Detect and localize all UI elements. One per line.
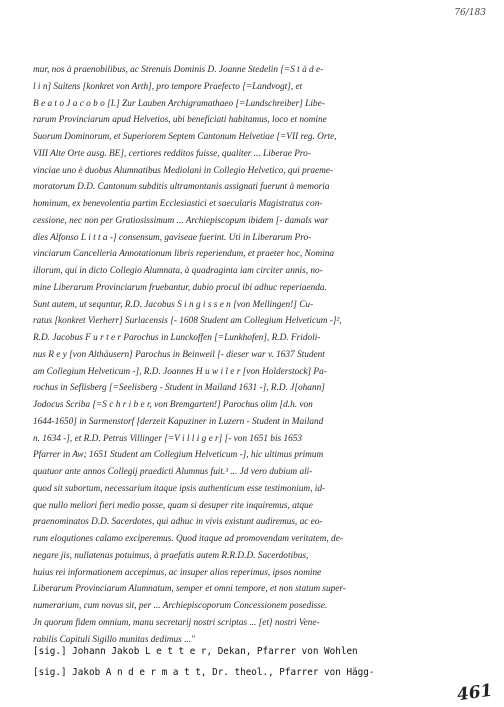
- text-line: VIII Alte Orte ausg. BE], certiores redditos fuisse, qualiter ... Liberae Pro-: [33, 148, 311, 159]
- text-line: quatuor ante annos Collegij praedicti Alumnus fuit.³ ... Jd vero dubium ali-: [33, 467, 313, 477]
- text-line: moratorum D.D. Cantonum subditis ultramontanis assignati fuerunt à memoria: [33, 182, 330, 193]
- signature-block: [33, 641, 493, 683]
- text-line: rum eloqutiones calamo exciperemus. Quod itaque ad promovendam veritatem, de-: [33, 534, 343, 544]
- text-line: numerarium, cum novus sit, per ... Archiepiscoporum Concessionem posedisse.: [33, 601, 328, 611]
- text-line: n. 1634 -], et R.D. Petrus Villinger [=V i l l i g e r] [- von 1651 bis 1653: [33, 433, 303, 444]
- text-line: huius rei informationem accepimus, ac insuper alios reperimus, ipsos nomine: [33, 567, 322, 578]
- signature-andermatt: [sig.] Jakob A n d e r m a t t, Dr. theol., Pfarrer von Hägg-: [33, 667, 375, 678]
- text-line: mur, nos à praenobilibus, ac Strenuis Dominis D. Joanne Stedelin [=S t ä d e-: [33, 65, 324, 75]
- text-line: rabilis Capituli Sigillo munitas dedimus ...": [33, 634, 195, 645]
- text-line: hominum, ex benevolentia partim Ecclesiastici et saecularis Magistratus con-: [33, 199, 323, 209]
- text-line: Sunt autem, ut sequntur, R.D. Jacobus S i n g i s s e n [von Mellingen!] Cu-: [33, 299, 314, 310]
- text-line: illorum, qui in dicto Collegio Alumnata, à quadraginta iam circiter annis, no-: [33, 266, 323, 276]
- text-line: negare jis, nullatenus potuimus, à praefatis autem R.R.D.D. Sacerdotibus,: [33, 550, 309, 561]
- text-line: am Collegium Helveticum -], R.D. Joannes H u w i l e r [von Holderstock] Pa-: [33, 366, 327, 377]
- text-line: Suorum Dominorum, et Superiorem Septem Cantonum Helvetiae [=VII reg. Orte,: [33, 132, 337, 142]
- text-line: nus R e y [von Althäusern] Parochus in Beinweil [- dieser war v. 1637 Student: [33, 349, 325, 360]
- document-body: [33, 62, 485, 648]
- text-line: Liberarum Provinciarum Alumnatum, semper et omni tempore, et non statum super-: [33, 584, 346, 595]
- text-line: vinciae uno è duobus Alumnatibus Mediolani in Collegio Helvetico, qui praeme-: [33, 165, 334, 176]
- text-line: R.D. Jacobus F u r t e r Parochus in Lunckoffen [=Lunkhofen], R.D. Fridoli-: [33, 333, 321, 343]
- text-line: B e a t o J a c o b o [I.] Zur Lauben Archigramathaeo [=Landschreiber] Libe-: [33, 98, 325, 109]
- text-line: mine Liberarum Provinciarum fruebantur, dubio procul ibi adhuc reperiaenda.: [33, 282, 327, 293]
- text-line: dies Alfonso L i t t a -] consensum, gaviseae fuerint. Uti in Liberarum Pro-: [33, 232, 312, 243]
- handwritten-page-number: 461: [455, 680, 494, 706]
- text-line: 1644-1650] in Sarmenstorf [derzeit Kapuziner in Luzern - Student in Mailand: [33, 416, 324, 427]
- text-line: quod sit subortum, necessarium itaque ipsis authenticum esse testimonium, id-: [33, 483, 326, 494]
- signature-letter: [sig.] Johann Jakob L e t t e r, Dekan, Pfarrer von Wohlen: [33, 646, 358, 657]
- text-line: cessione, nec non per Gratiosissimum ... Archiepiscopum ibidem [- damals war: [33, 215, 329, 226]
- text-line: que nullo meliori fieri medio posse, quam si desuper rite inquiremus, atque: [33, 500, 313, 511]
- text-line: Jn quorum fidem omnium, manu secretarij nostri scriptas ... [et] nostri Vene-: [33, 617, 320, 628]
- text-line: vinciarum Cancelleria Annotationum libris reperiendum, et praeter hoc, Nomina: [33, 249, 335, 260]
- text-line: l i n] Suitens [konkret von Arth], pro tempore Praefecto [=Landvogt], et: [33, 81, 303, 92]
- text-line: ratus [konkret Vierherr] Surlacensis [- 1608 Student am Collegium Helveticum -]²,: [33, 316, 342, 327]
- text-line: rochus in Seflisberg [=Seelisberg - Student in Mailand 1631 -], R.D. J[ohann]: [33, 383, 325, 394]
- text-line: Jodocus Scriba [=S c h r i b e r, von Bremgarten!] Parochus olim [d.h. von: [33, 400, 313, 410]
- text-line: Pfarrer in Aw; 1651 Student am Collegium Helveticum -], hic ultimus primum: [33, 450, 324, 461]
- text-line: rarum Provinciarum apud Helvetios, ubi beneficiati habitamus, loco et nomine: [33, 115, 327, 126]
- page-number: 76/183: [454, 8, 486, 18]
- text-line: praenominatos D.D. Sacerdotes, qui adhuc in vivis existunt audiremus, ac eo-: [33, 517, 323, 528]
